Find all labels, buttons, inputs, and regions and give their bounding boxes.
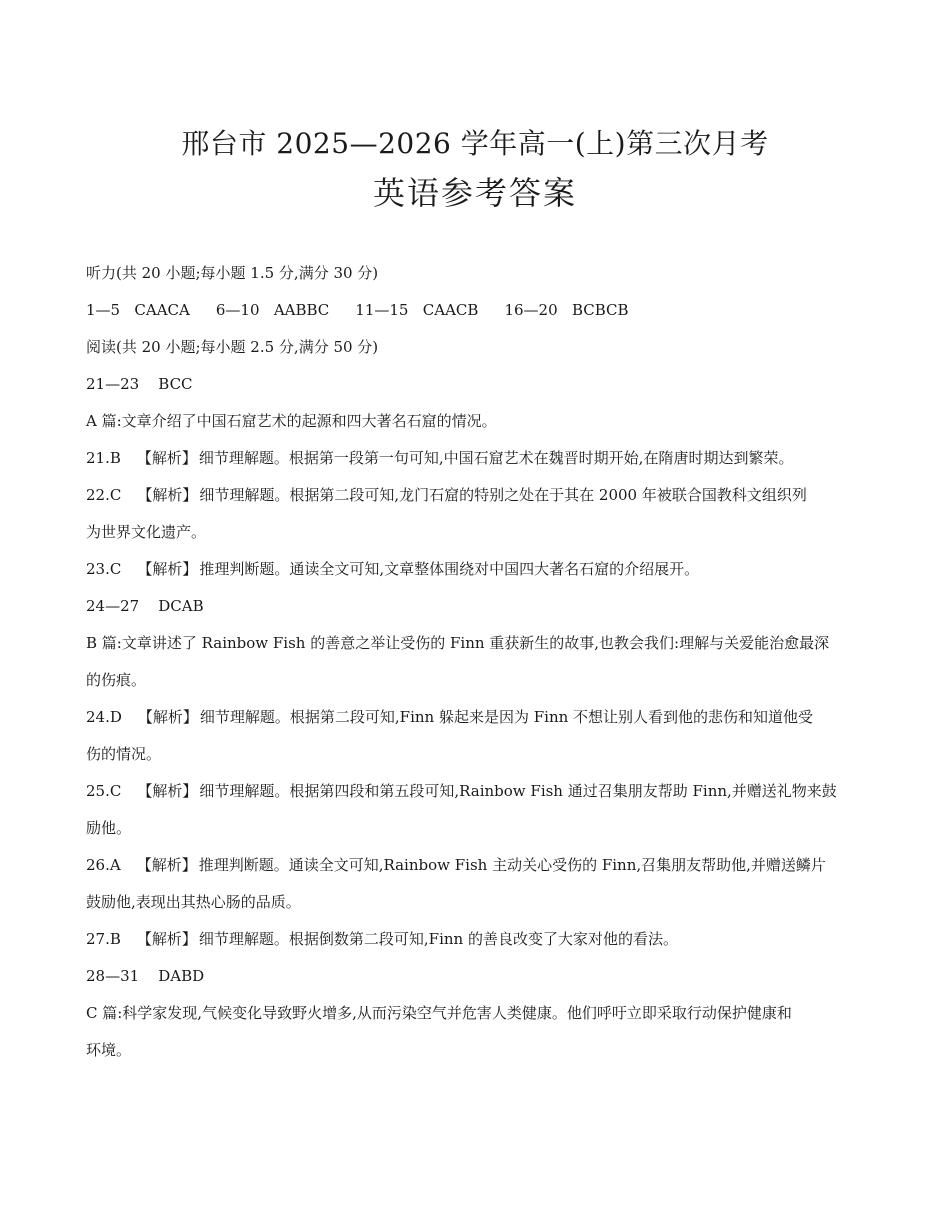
item-number: 24.D	[86, 708, 122, 726]
item-text-cont: 伤的情况。	[86, 745, 162, 763]
range-label: 28—31	[86, 967, 140, 985]
item-number: 21.B	[86, 449, 121, 467]
group-answers: CAACB	[422, 301, 479, 319]
listening-group	[86, 292, 190, 329]
analysis-tag: 【解析】	[137, 782, 198, 800]
section-c-summary-cont: 环境。	[86, 1041, 132, 1059]
item-text: 推理判断题。通读全文可知,Rainbow Fish 主动关心受伤的 Finn,召集朋友帮助他,并赠送鳞片	[198, 856, 826, 874]
answer-key-title: 英语参考答案	[372, 174, 577, 212]
explanation-item	[86, 551, 870, 588]
section-b-answers	[86, 588, 870, 625]
item-text-cont: 励他。	[86, 819, 132, 837]
group-range: 6—10	[215, 301, 260, 319]
range-label: 24—27	[86, 597, 140, 615]
item-number: 26.A	[86, 856, 121, 874]
exam-title: 邢台市 2025—2026 学年高一(上)第三次月考	[181, 127, 769, 160]
section-b-summary: B 篇:文章讲述了 Rainbow Fish 的善意之举让受伤的 Finn 重获新生的故事,也教会我们:理解与关爱能治愈最深	[86, 634, 830, 652]
analysis-tag: 【解析】	[136, 930, 197, 948]
item-text-cont: 为世界文化遗产。	[86, 523, 207, 541]
group-answers: AABBC	[273, 301, 330, 319]
analysis-tag: 【解析】	[137, 486, 198, 504]
listening-group	[216, 292, 329, 329]
item-number: 25.C	[86, 782, 122, 800]
explanation-item	[86, 847, 870, 884]
item-text: 细节理解题。根据第二段可知,龙门石窟的特别之处在于其在 2000 年被联合国教科文组织列	[199, 486, 807, 504]
item-text: 推理判断题。通读全文可知,文章整体围绕对中国四大著名石窟的介绍展开。	[199, 560, 700, 578]
answer-content	[86, 255, 870, 1069]
reading-heading: 阅读(共 20 小题;每小题 2.5 分,满分 50 分)	[86, 338, 379, 356]
item-number: 27.B	[86, 930, 121, 948]
item-text: 细节理解题。根据第二段可知,Finn 躲起来是因为 Finn 不想让别人看到他的悲伤和知道他受	[199, 708, 814, 726]
group-range: 11—15	[355, 301, 409, 319]
item-text-cont: 鼓励他,表现出其热心肠的品质。	[86, 893, 301, 911]
listening-group	[355, 292, 478, 329]
item-text: 细节理解题。根据倒数第二段可知,Finn 的善良改变了大家对他的看法。	[198, 930, 678, 948]
answers: BCC	[158, 375, 193, 393]
section-a-summary: A 篇:文章介绍了中国石窟艺术的起源和四大著名石窟的情况。	[86, 412, 497, 430]
item-number: 22.C	[86, 486, 122, 504]
item-number: 23.C	[86, 560, 122, 578]
explanation-item	[86, 699, 870, 736]
analysis-tag: 【解析】	[136, 449, 197, 467]
section-c-answers	[86, 958, 870, 995]
item-text: 细节理解题。根据第四段和第五段可知,Rainbow Fish 通过召集朋友帮助 Finn,并赠送礼物来鼓	[199, 782, 837, 800]
listening-answers	[86, 292, 870, 329]
analysis-tag: 【解析】	[136, 856, 197, 874]
group-answers: CAACA	[134, 301, 190, 319]
analysis-tag: 【解析】	[137, 560, 198, 578]
item-text: 细节理解题。根据第一段第一句可知,中国石窟艺术在魏晋时期开始,在隋唐时期达到繁荣。	[198, 449, 794, 467]
listening-heading: 听力(共 20 小题;每小题 1.5 分,满分 30 分)	[86, 264, 379, 282]
answers: DABD	[158, 967, 205, 985]
analysis-tag: 【解析】	[137, 708, 198, 726]
explanation-item	[86, 773, 870, 810]
range-label: 21—23	[86, 375, 140, 393]
group-range: 16—20	[504, 301, 558, 319]
listening-group	[504, 292, 628, 329]
explanation-item	[86, 921, 870, 958]
group-range: 1—5	[86, 301, 121, 319]
section-c-summary: C 篇:科学家发现,气候变化导致野火增多,从而污染空气并危害人类健康。他们呼吁立即采取行动保护健康和	[86, 1004, 792, 1022]
group-answers: BCBCB	[571, 301, 629, 319]
section-b-summary-cont: 的伤痕。	[86, 671, 147, 689]
answers: DCAB	[158, 597, 204, 615]
explanation-item	[86, 477, 870, 514]
section-a-answers	[86, 366, 870, 403]
explanation-item	[86, 440, 870, 477]
